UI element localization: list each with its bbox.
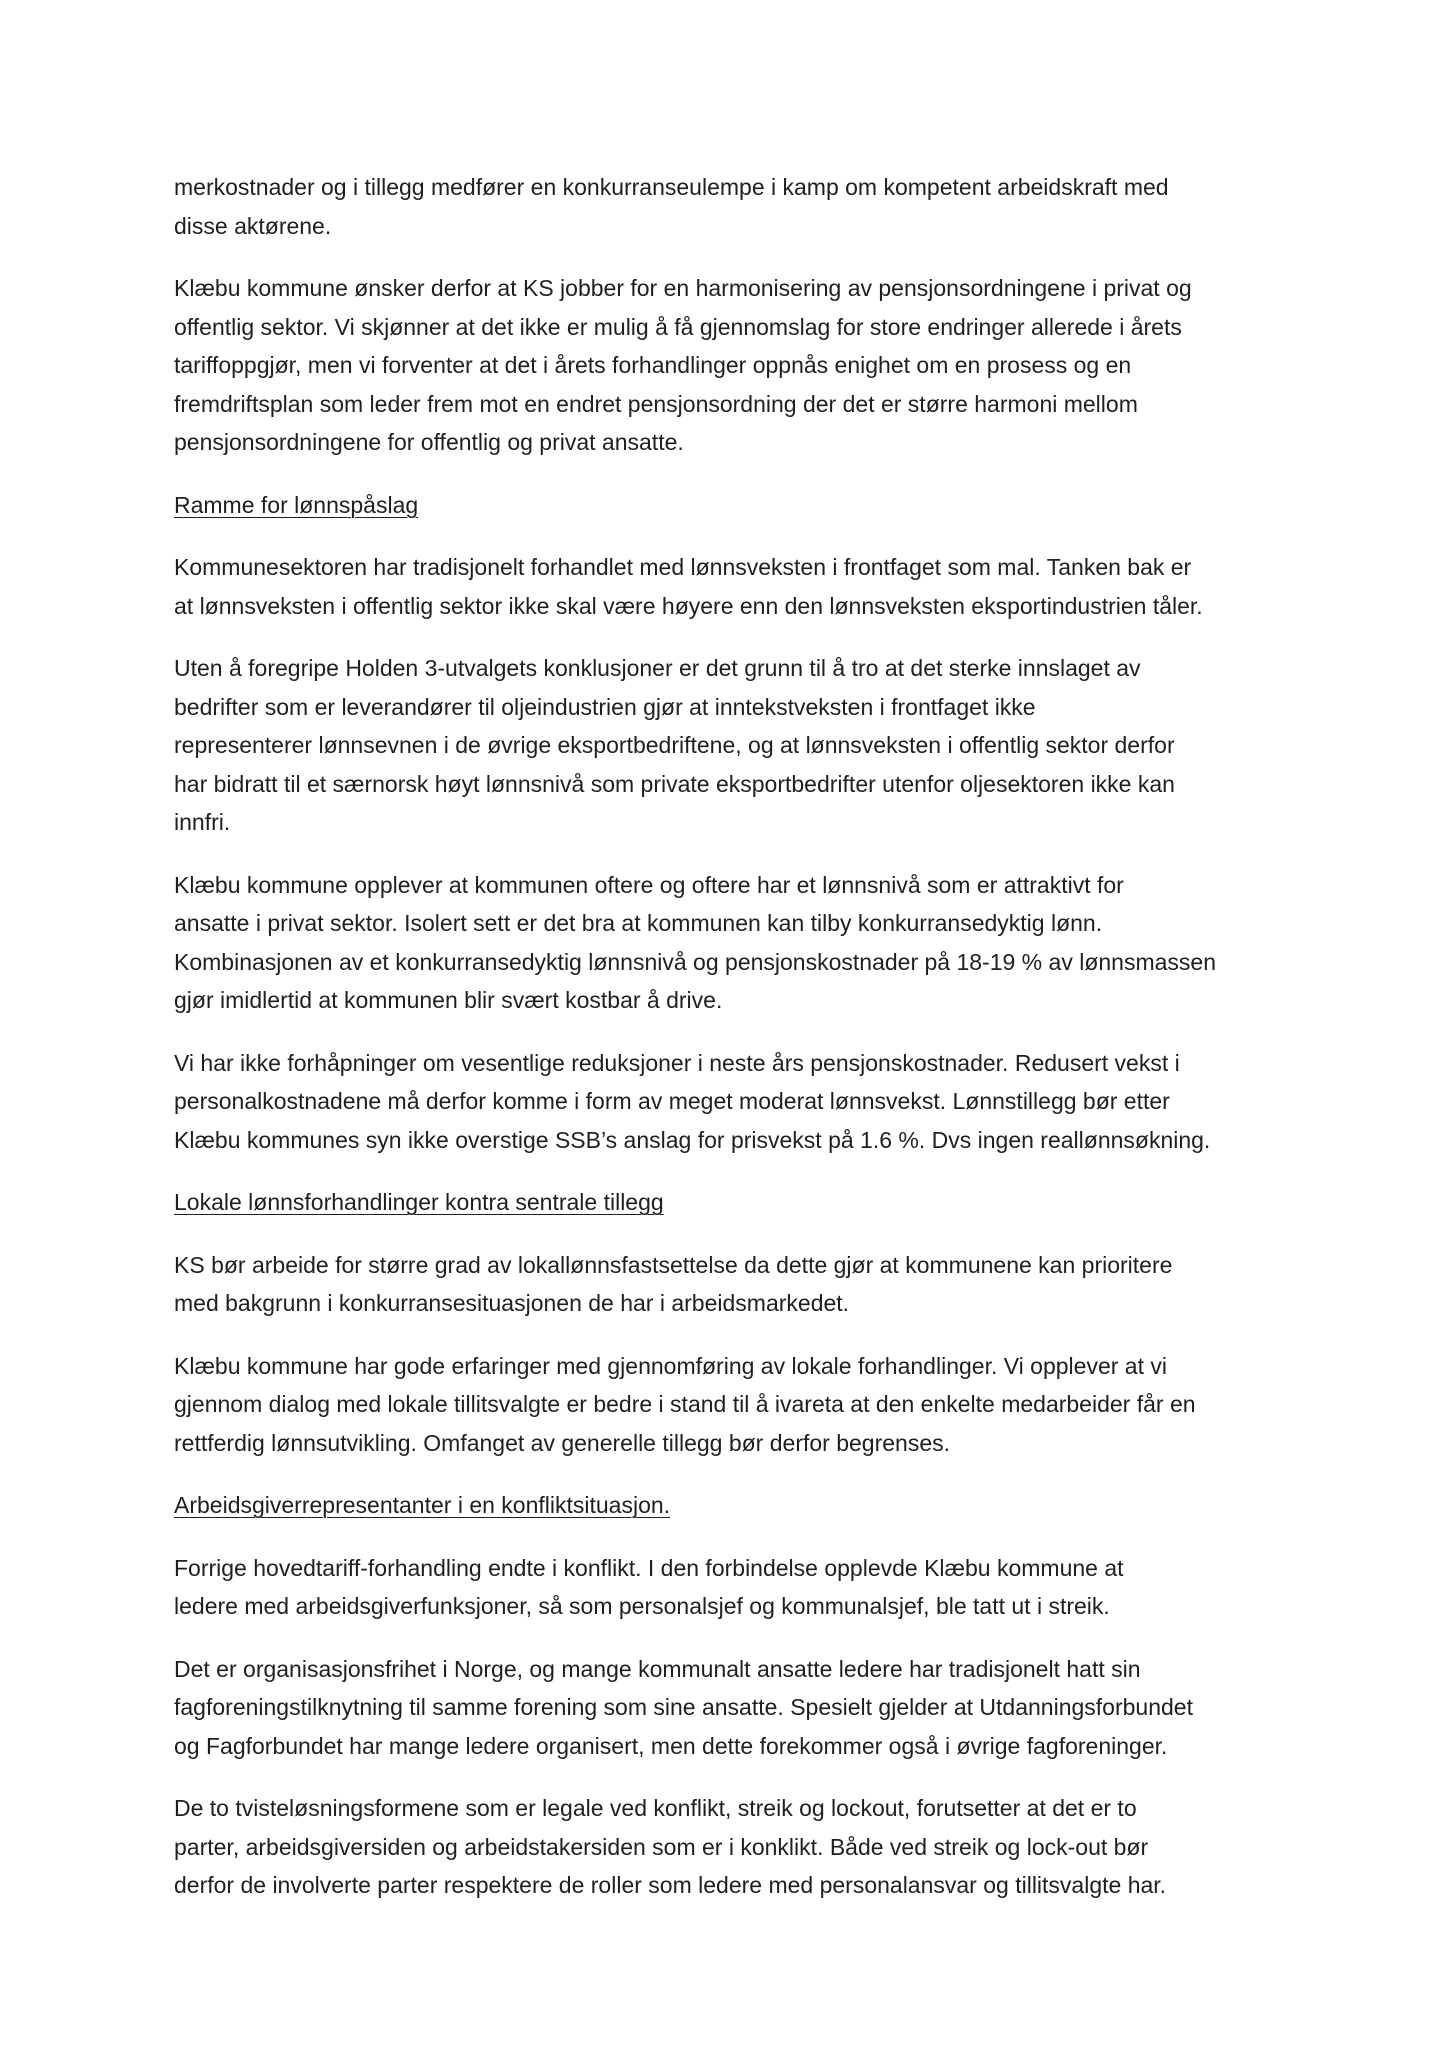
body-paragraph	[174, 1347, 1298, 1463]
text-line: derfor de involverte parter respektere de roller som ledere med personalansvar og tillitsvalgte har.	[174, 1872, 1167, 1898]
text-line: disse aktørene.	[174, 212, 332, 239]
text-line: og Fagforbundet har mange ledere organisert, men dette forekommer også i øvrige fagforeninger.	[174, 1732, 1168, 1759]
body-paragraph	[174, 649, 1298, 842]
text-line: Arbeidsgiverrepresentanter i en konfliktsituasjon.	[174, 1492, 671, 1518]
text-line: KS bør arbeide for større grad av lokallønnsfastsettelse da dette gjør at kommunene kan prioritere	[174, 1251, 1173, 1278]
body-paragraph	[174, 548, 1298, 625]
body-paragraph	[174, 269, 1298, 462]
text-line: med bakgrunn i konkurransesituasjonen de har i arbeidsmarkedet.	[174, 1290, 850, 1316]
text-line: rettferdig lønnsutvikling. Omfanget av generelle tillegg bør derfor begrenses.	[174, 1429, 951, 1456]
text-line: Vi har ikke forhåpninger om vesentlige reduksjoner i neste års pensjonskostnader. Redusert vekst i	[174, 1049, 1180, 1076]
text-line: bedrifter som er leverandører til oljeindustrien gjør at inntekstveksten i frontfaget ikke	[174, 693, 1036, 720]
text-line: Klæbu kommune ønsker derfor at KS jobber for en harmonisering av pensjonsordningene i privat og	[174, 275, 1192, 301]
text-line: Klæbu kommune har gode erfaringer med gjennomføring av lokale forhandlinger. Vi opplever at vi	[174, 1352, 1167, 1379]
body-paragraph	[174, 1044, 1298, 1160]
text-line: fremdriftsplan som leder frem mot en endret pensjonsordning der det er større harmoni mellom	[174, 390, 1138, 417]
text-line: fagforeningstilknytning til samme forening som sine ansatte. Spesielt gjelder at Utdanningsforbundet	[174, 1694, 1193, 1720]
text-line: offentlig sektor. Vi skjønner at det ikke er mulig å få gjennomslag for store endringer allerede i årets	[174, 313, 1182, 340]
section-heading	[174, 1486, 1298, 1525]
body-paragraph	[174, 168, 1298, 245]
document-page	[174, 168, 1298, 1929]
body-paragraph	[174, 1549, 1298, 1626]
text-line: De to tvisteløsningsformene som er legale ved konflikt, streik og lockout, forutsetter at det er to	[174, 1795, 1137, 1821]
body-paragraph	[174, 1789, 1298, 1905]
body-paragraph	[174, 866, 1298, 1020]
text-line: at lønnsveksten i offentlig sektor ikke skal være høyere enn den lønnsveksten eksportindustrien tåler.	[174, 592, 1203, 619]
body-paragraph	[174, 1650, 1298, 1766]
text-line: Forrige hovedtariff-forhandling endte i konflikt. I den forbindelse opplevde Klæbu kommune at	[174, 1554, 1124, 1581]
text-line: tariffoppgjør, men vi forventer at det i årets forhandlinger oppnås enighet om en prosess og en	[174, 352, 1132, 378]
text-line: representerer lønnsevnen i de øvrige eksportbedriftene, og at lønnsveksten i offentlig sektor derfor	[174, 732, 1175, 758]
text-line: personalkostnadene må derfor komme i form av meget moderat lønnsvekst. Lønnstillegg bør etter	[174, 1088, 1170, 1114]
text-line: Det er organisasjonsfrihet i Norge, og mange kommunalt ansatte ledere har tradisjonelt hatt sin	[174, 1655, 1141, 1682]
text-line: innfri.	[174, 809, 231, 835]
text-line: Uten å foregripe Holden 3-utvalgets konklusjoner er det grunn til å tro at det sterke innslaget av	[174, 655, 1141, 681]
text-line: gjør imidlertid at kommunen blir svært kostbar å drive.	[174, 987, 723, 1013]
text-line: Kommunesektoren har tradisjonelt forhandlet med lønnsveksten i frontfaget som mal. Tanken bak er	[174, 554, 1192, 580]
text-line: Lokale lønnsforhandlinger kontra sentrale tillegg	[174, 1189, 664, 1215]
text-line: Ramme for lønnspåslag	[174, 491, 419, 518]
text-line: ansatte i privat sektor. Isolert sett er det bra at kommunen kan tilby konkurransedyktig lønn.	[174, 910, 1103, 936]
text-line: parter, arbeidsgiversiden og arbeidstakersiden som er i konklikt. Både ved streik og lock-out bør	[174, 1833, 1149, 1860]
text-line: pensjonsordningene for offentlig og privat ansatte.	[174, 429, 684, 455]
text-line: ledere med arbeidsgiverfunksjoner, så som personalsjef og kommunalsjef, ble tatt ut i streik.	[174, 1593, 1110, 1619]
section-heading	[174, 486, 1298, 525]
section-heading	[174, 1183, 1298, 1222]
text-line: har bidratt til et særnorsk høyt lønnsnivå som private eksportbedrifter utenfor oljesektoren ikke kan	[174, 770, 1175, 797]
text-line: merkostnader og i tillegg medfører en konkurranseulempe i kamp om kompetent arbeidskraft med	[174, 174, 1169, 200]
text-line: Kombinasjonen av et konkurransedyktig lønnsnivå og pensjonskostnader på 18-19 % av lønnsmassen	[174, 948, 1216, 975]
text-line: Klæbu kommunes syn ikke overstige SSB’s anslag for prisvekst på 1.6 %. Dvs ingen reallønnsøkning.	[174, 1126, 1211, 1153]
text-line: Klæbu kommune opplever at kommunen oftere og oftere har et lønnsnivå som er attraktivt for	[174, 871, 1124, 898]
text-line: gjennom dialog med lokale tillitsvalgte er bedre i stand til å ivareta at den enkelte medarbeider får en	[174, 1391, 1196, 1417]
body-paragraph	[174, 1246, 1298, 1323]
